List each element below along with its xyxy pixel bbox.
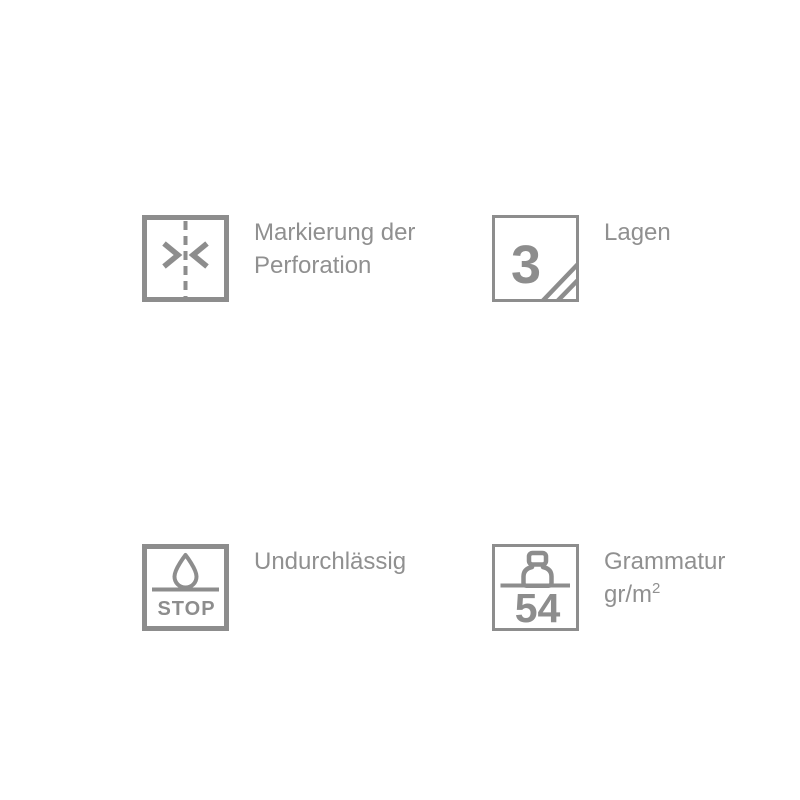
feature-perforation-marking <box>142 215 415 302</box>
feature-plies <box>492 215 671 302</box>
feature-label <box>604 544 725 611</box>
feature-grammage <box>492 544 725 631</box>
weight-knob <box>529 553 546 565</box>
feature-label-line: Grammatur <box>604 548 726 575</box>
unit-base: gr/m <box>604 581 652 608</box>
feature-label-line: Markierung der <box>254 219 416 246</box>
water-drop-icon <box>175 555 197 588</box>
plies-count-value: 3 <box>510 235 542 295</box>
feature-impermeable <box>142 544 406 631</box>
stop-text: STOP <box>157 598 216 620</box>
feature-label <box>604 215 671 249</box>
feature-label <box>254 215 415 282</box>
unit-exponent: 2 <box>652 580 661 597</box>
feature-label-line: Undurchlässig <box>254 548 407 575</box>
liquid-stop-icon <box>142 544 229 631</box>
feature-label-line: Lagen <box>604 219 671 246</box>
chevron-right-icon <box>164 244 178 267</box>
weight-grammage-icon <box>492 544 579 631</box>
grammage-value: 54 <box>514 585 561 631</box>
feature-label <box>254 544 406 578</box>
perforation-mark-icon <box>142 215 229 302</box>
plies-count-icon <box>492 215 579 302</box>
chevron-left-icon <box>193 244 207 267</box>
weight-body <box>524 565 552 586</box>
feature-label-line <box>604 578 725 611</box>
feature-label-line: Perforation <box>254 252 372 279</box>
